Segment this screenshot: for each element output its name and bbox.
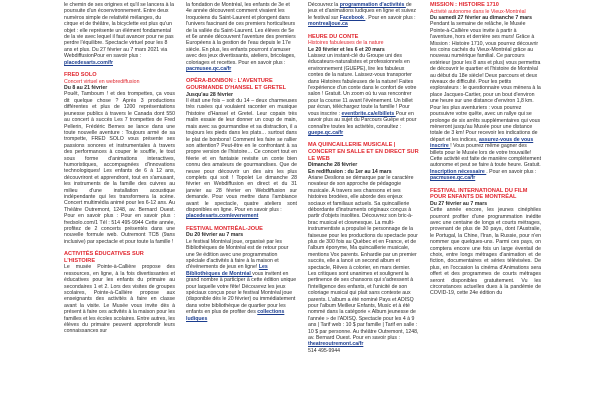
inscrire-link[interactable]: assurez-vous de vous inscrire: [430, 136, 534, 150]
opera-text: Il était une fois – soit du 14 – deux charmeuses très rusées qui voulaient raconter en musique l'histoire d'Hansel et Gretel. Leur copain très malin essaie de leur donner un coup de main, mais avec sa gourmandise et sa distraction, il a toujours les pieds dans les plats… surtout dans le plat de bonbons! Comment les faire se rallier son attention? Peut-être en le confrontant à sa propre version de l'histoire… Ce concert tout en féerie et en fantaisie revisite un conte bien connu des amateurs de gourmandises. Que de neuve pour découvrir un des airs les plus complets qui soit ! Topolet Le dimanche 28 février en Webdiffusion en direct et du 31 janvier au 28 février en Webdiffusion sur demande. Pour vous mettre dans l'ambiance avant le spectacle, quatre ateliers sont disponibles en ligne. Pour en savoir plus :: [186, 98, 297, 213]
festival-text-2: vous invitent en grand nombre à participer à cette édition unique pour laquelle votre fête! Découvrez les jeux spéciaux conçus pour le festival Montréal joue (disponible dès le 20 février) ou immédiatement dans votre bibliothèque de quartier pour les enfants en plus de profiter des: [186, 270, 297, 316]
column-2: [186, 2, 297, 328]
heure-conte-text-2: Pour en savoir plus au sujet du Parcours Guépe et pour connaître toutes les activités, consultez :: [308, 110, 417, 130]
festival-text: Le festival Montréal joue, organisé par les Bibliothèques de Montréal est de retour pour une 9e édition avec une programmation spéciale d'activités à faire à la maison et d'événements de jeux en ligne!: [186, 238, 289, 271]
col3-intro-text: Découvrez la: [308, 2, 340, 8]
festival-title: FESTIVAL MONTRÉAL-JOUE: [186, 225, 263, 232]
col2-intro-section: [186, 2, 297, 72]
mission-text: Pendant la semaine de relâche, le Musée Pointe-à-Callière vous invite à partir à l'aventure, hors et derrière ses murs! Grâce à Mission : Histoire 1710, vous pourrez découvrir les coins cachés du Vieux-Montréal grâce au nouveau numérique familial. Ce parcours extérieur (pour les 8 ans et plus) vous permettra de découvrir le quartier et l'histoire de Montréal au début du 18e siècle! Deux parcours et deux niveaux de difficulté. Pour les petits explorateurs : le questionnaire vous mènera à la place Jacques-Cartier, pour un bout d'environ une heure sur une distance d'environ 1,8 km. Pour les plus aventuriers : vous pourrez poursuivre votre quête, avec un rallye qui se prolonge de six arrêts supplémentaires qui vous mèneront jusqu'au Musée pour une distance totale de 3 km! Pour recevoir les indications de départ et les indices,: [430, 21, 541, 143]
film-festival-date: Du 27 février au 7 mars: [430, 200, 488, 207]
film-festival-text: Cette année encore, les jeunes cinéphiles pourront profiter d'une programmation inédite avec une centaine de longs et courts métrages, provenant de plus de 30 pays, dont l'Australie, le Portugal, la Chine, l'Iran, la Russie, pour n'en nommer que quelques-uns. Parmi ces pays, on comptera encore une fois un large éventail de choix, entre longs métrages d'animation et de fiction, documentaires et séries télévisées. De plus, en l'occasion la cinéma d'Animations sera offert et des programmes de courts métrages seront disponibles gratuitement. Vu les circonstances actuelles dues à la pandémie de COVID-19, cette 24e édition du: [430, 207, 541, 297]
column-1: [64, 2, 175, 341]
pacmusee-link-2[interactable]: pacmusee.qc.ca/fr: [430, 175, 476, 182]
heure-conte-subtitle: Histoires fabuleuses de la nature: [308, 40, 384, 47]
eventbrite-link[interactable]: eventbrite.ca/e/billets: [341, 110, 396, 117]
facebook-link[interactable]: Facebook: [339, 14, 366, 21]
fred-solo-date: Du 8 au 21 février: [64, 85, 108, 92]
col3-intro-text-2: de jeux et d'animations ludiques en ligne et suivez le festival sur: [308, 2, 416, 21]
mission-title: MISSION : HISTOIRE 1710: [430, 2, 499, 8]
fred-solo-text: Pouêt, Tamboum ! et des trompettes, ça vous dit quelque chose ? Après 3 productions différentes et plus de 1200 représentations jeunesse publics à travers le Canada dont 550 au concert à succès Les 7 trompettes de Fred Pellerin, Frédéric Bernes se lance dans une toute nouvelle aventure : Toujours armé de sa trompette, FRED SOLO vous présente ses passions sonores et instrumentales à travers des performances à couper le souffle, le tout sous forme d'animations interactives, humoristiques, accompagnées d'innovations technologiques! Les enfants de 6 à 12 ans, découvriront et apprendront, tout en s'amusant, les instruments de la famille des cuivres au milieu d'une installation acoustique indépendante qui les transformera la scène. Concert multimédia animé pour les 6-12 ans. Au Théâtre Outremont, 1248, av. Bernard Ouest. Pour en savoir plus : Pour en savoir plus : fredsolo.com/1 Tél : 514 495-9944 Cette année, profitez de 2 concerts présentés dans une nouvelle formule web. Outremont TCB (9ans inclusive) par spectacle et pour toute la famille !: [64, 91, 175, 245]
opera-link[interactable]: placedesarts.com/evenement: [186, 213, 259, 220]
theatreoutremont-link[interactable]: theatreoutremont.ca/fr: [308, 341, 364, 348]
activities-title: ACTIVITÉS ÉDUCATIVES SUR L'HISTOIRE: [64, 251, 144, 264]
fred-solo-title: FRED SOLO: [64, 72, 97, 79]
quincaillerie-date: Dimanche 28 février: [308, 162, 358, 169]
bibliotheques-link[interactable]: Les Bibliothèques de Montréal: [186, 264, 268, 277]
col2-intro-text: la fondation de Montréal, les enfants de 3e et 4e année découvrent comment vivaient les Iroquoiens du Saint-Laurent et plongent dans l'univers fascinant de ces premiers horticulteurs de la vallée du Saint-Laurent. Les élèves de 5e et 6e année découvrent l'aventure des premiers Européens à la gestion de l'eau depuis le 17e siècle. En plus, les enfants pourront s'amuser avec des jeux divertissants, ateliers, bricolages, coloriages et recettes. Pour en savoir plus :: [186, 2, 296, 66]
heure-conte-title: HEURE DU CONTE: [308, 33, 359, 40]
montrealjoue-link[interactable]: montrealjoue.ca: [308, 21, 348, 28]
heure-conte-text: Laissez un instant-clé du Groupe uni des éducateurs-naturalistes et professionnels en environnement (GUEPE), lire les fabuleux contes de la nature. Laissez-vous transporter dans Histoires fabuleuses de la nature! Faites l'expérience d'un conte dans le confort de votre salon ! Gratuit. Un zoom où tu vas rencontrer pour la course 11 avant l'événement. Un billet par écran, téléchargez toute la famille ! Pour vous inscrire :: [308, 53, 417, 117]
column-3: [308, 2, 419, 360]
collections-link[interactable]: collections ludiques: [186, 309, 285, 322]
quincaillerie-phone: 514 495-9944: [308, 347, 341, 354]
fred-solo-subtitle: Concert virtuel en webrediffusion: [64, 78, 140, 85]
quincaillerie-text: Ariane Deslions se démarque par le caractère novateur de son approche de pédagogie musicale. À travers ses chansons et ses histoires brodées, elle aborde des enjeux sociaux et familiaux actuels. Sa quincaillerie débordante d'instruments originaux conçus à partir d'objets insolites. Découvrez son bric-à-brac musical et clownesque. La multi-instrumentiste a propulsé le personnage de la faiseuse pour les productions du spectacle pour plus de 300 fois au Québec et en France, et de l'album éponyme, Ma quincaillerie musicale, mentions Vox parents. Enhardie par un premier succès, elle a lancé un second album et spectacle, Rêves à colorier, en mars dernier. Les critiques sont unanimes et soulignent la pertinence de ses chansons qui s'adressent à l'intelligence des enfants, et l'unicité de son coloriage musical qui plait sans conteste aux parents. L'album a été nominé Pays et ADISQ pour l'album Meilleur Enfants, Music et à été nommé dans la catégorie « Album jeunesse de l'année » de l'ADISQ. Spectacle pour les 4 à 9 ans | Tarif web : 10 $ par famille | Tarif en salle : 10 $ par personne. Au théâtre Outremont, 1248, av. Bernard Ouest. Pour en savoir plus :: [308, 174, 419, 342]
col3-intro-text-3: . Pour en savoir plus :: [365, 14, 416, 21]
opera-section: [186, 78, 297, 219]
pacmusee-link[interactable]: pacmusee.qc.ca/fr: [186, 66, 232, 73]
mission-date: Du samedi 27 février au dimanche 7 mars: [430, 15, 533, 21]
mission-subtitle: Activité autonome dans le Vieux-Montréal: [430, 8, 526, 15]
activities-section: [64, 251, 175, 335]
intro-section: [64, 2, 175, 66]
guepe-link[interactable]: guepe.qc.ca/fr: [308, 129, 344, 136]
quincaillerie-date-2: En rediffusion : du 1er au 14 mars: [308, 168, 392, 175]
quincaillerie-section: [308, 142, 419, 354]
col3-intro-section: [308, 2, 419, 28]
quincaillerie-title: MA QUINCAILLERIE MUSICALE | CONCERT EN SALLE ET EN DIRECT SUR LE WEB: [308, 142, 419, 162]
festival-section: [186, 226, 297, 322]
opera-title: OPÉRA-BONBON : L'AVENTURE GOURMANDE D'HANSEL ET GRETEL: [186, 78, 287, 92]
opera-date: Jusqu'au 28 février: [186, 91, 234, 98]
programmation-link[interactable]: programmation d'activités: [339, 2, 406, 8]
intro-text: le chemin de ses origines et qu'il se lancera à la poursuite d'un écoenvironnement. Entre deux numéros simple de relativité mélanges, du cirque et de théâtre, la bicyclette est plus qu'un objet : elle représente un élément fondamental de la vie avec lequel il faut avancer pour ne pas perdre l'équilibre. Spectacle virtuel pour les 8 ans et plus. Du 27 février au 7 mars 2021 via WebdiffusionPour en savoir plus :: [64, 2, 174, 60]
inscription-link[interactable]: Inscription nécessaire: [430, 168, 487, 175]
film-festival-section: [430, 188, 541, 297]
heure-conte-section: [308, 34, 419, 137]
mission-section: [430, 2, 541, 182]
mission-text-3: . Pour en savoir plus :: [486, 168, 537, 175]
activities-text: Le musée Pointe-à-Callière propose des ressources, en ligne, à la fois divertissantes et éducatives pour les enfants du primaire au secondaires 1 et 2. Lors des visites de groupes scolaires, Pointe-à-Callière propose aux enseignants des activités à faire en classe avant la visite. Le Musée vous invite dès à présent à faire ces activités à la maison pour les familles et les écoles scolaires. Entre autres, les élèves du primaire peuvent approfondir leurs connaissances sur: [64, 264, 175, 335]
column-4: [430, 2, 541, 303]
festival-date: Du 20 février au 7 mars: [186, 232, 244, 239]
fred-solo-section: [64, 72, 175, 245]
mission-text-2: ! Vous pourrez même gagner des billets pour le Musée lors de votre trouvaille! Cette activité est faite de manière complètement autonome et peut se faire à toute heure. Gratuit.: [430, 143, 541, 169]
heure-conte-date: Le 20 février et les 6 et 20 mars: [308, 46, 385, 53]
film-festival-title: FESTIVAL INTERNATIONAL DU FILM POUR ENFANTS DE MONTRÉAL: [430, 187, 528, 201]
placedesarts-link[interactable]: placedesarts.com/fr: [64, 59, 114, 66]
